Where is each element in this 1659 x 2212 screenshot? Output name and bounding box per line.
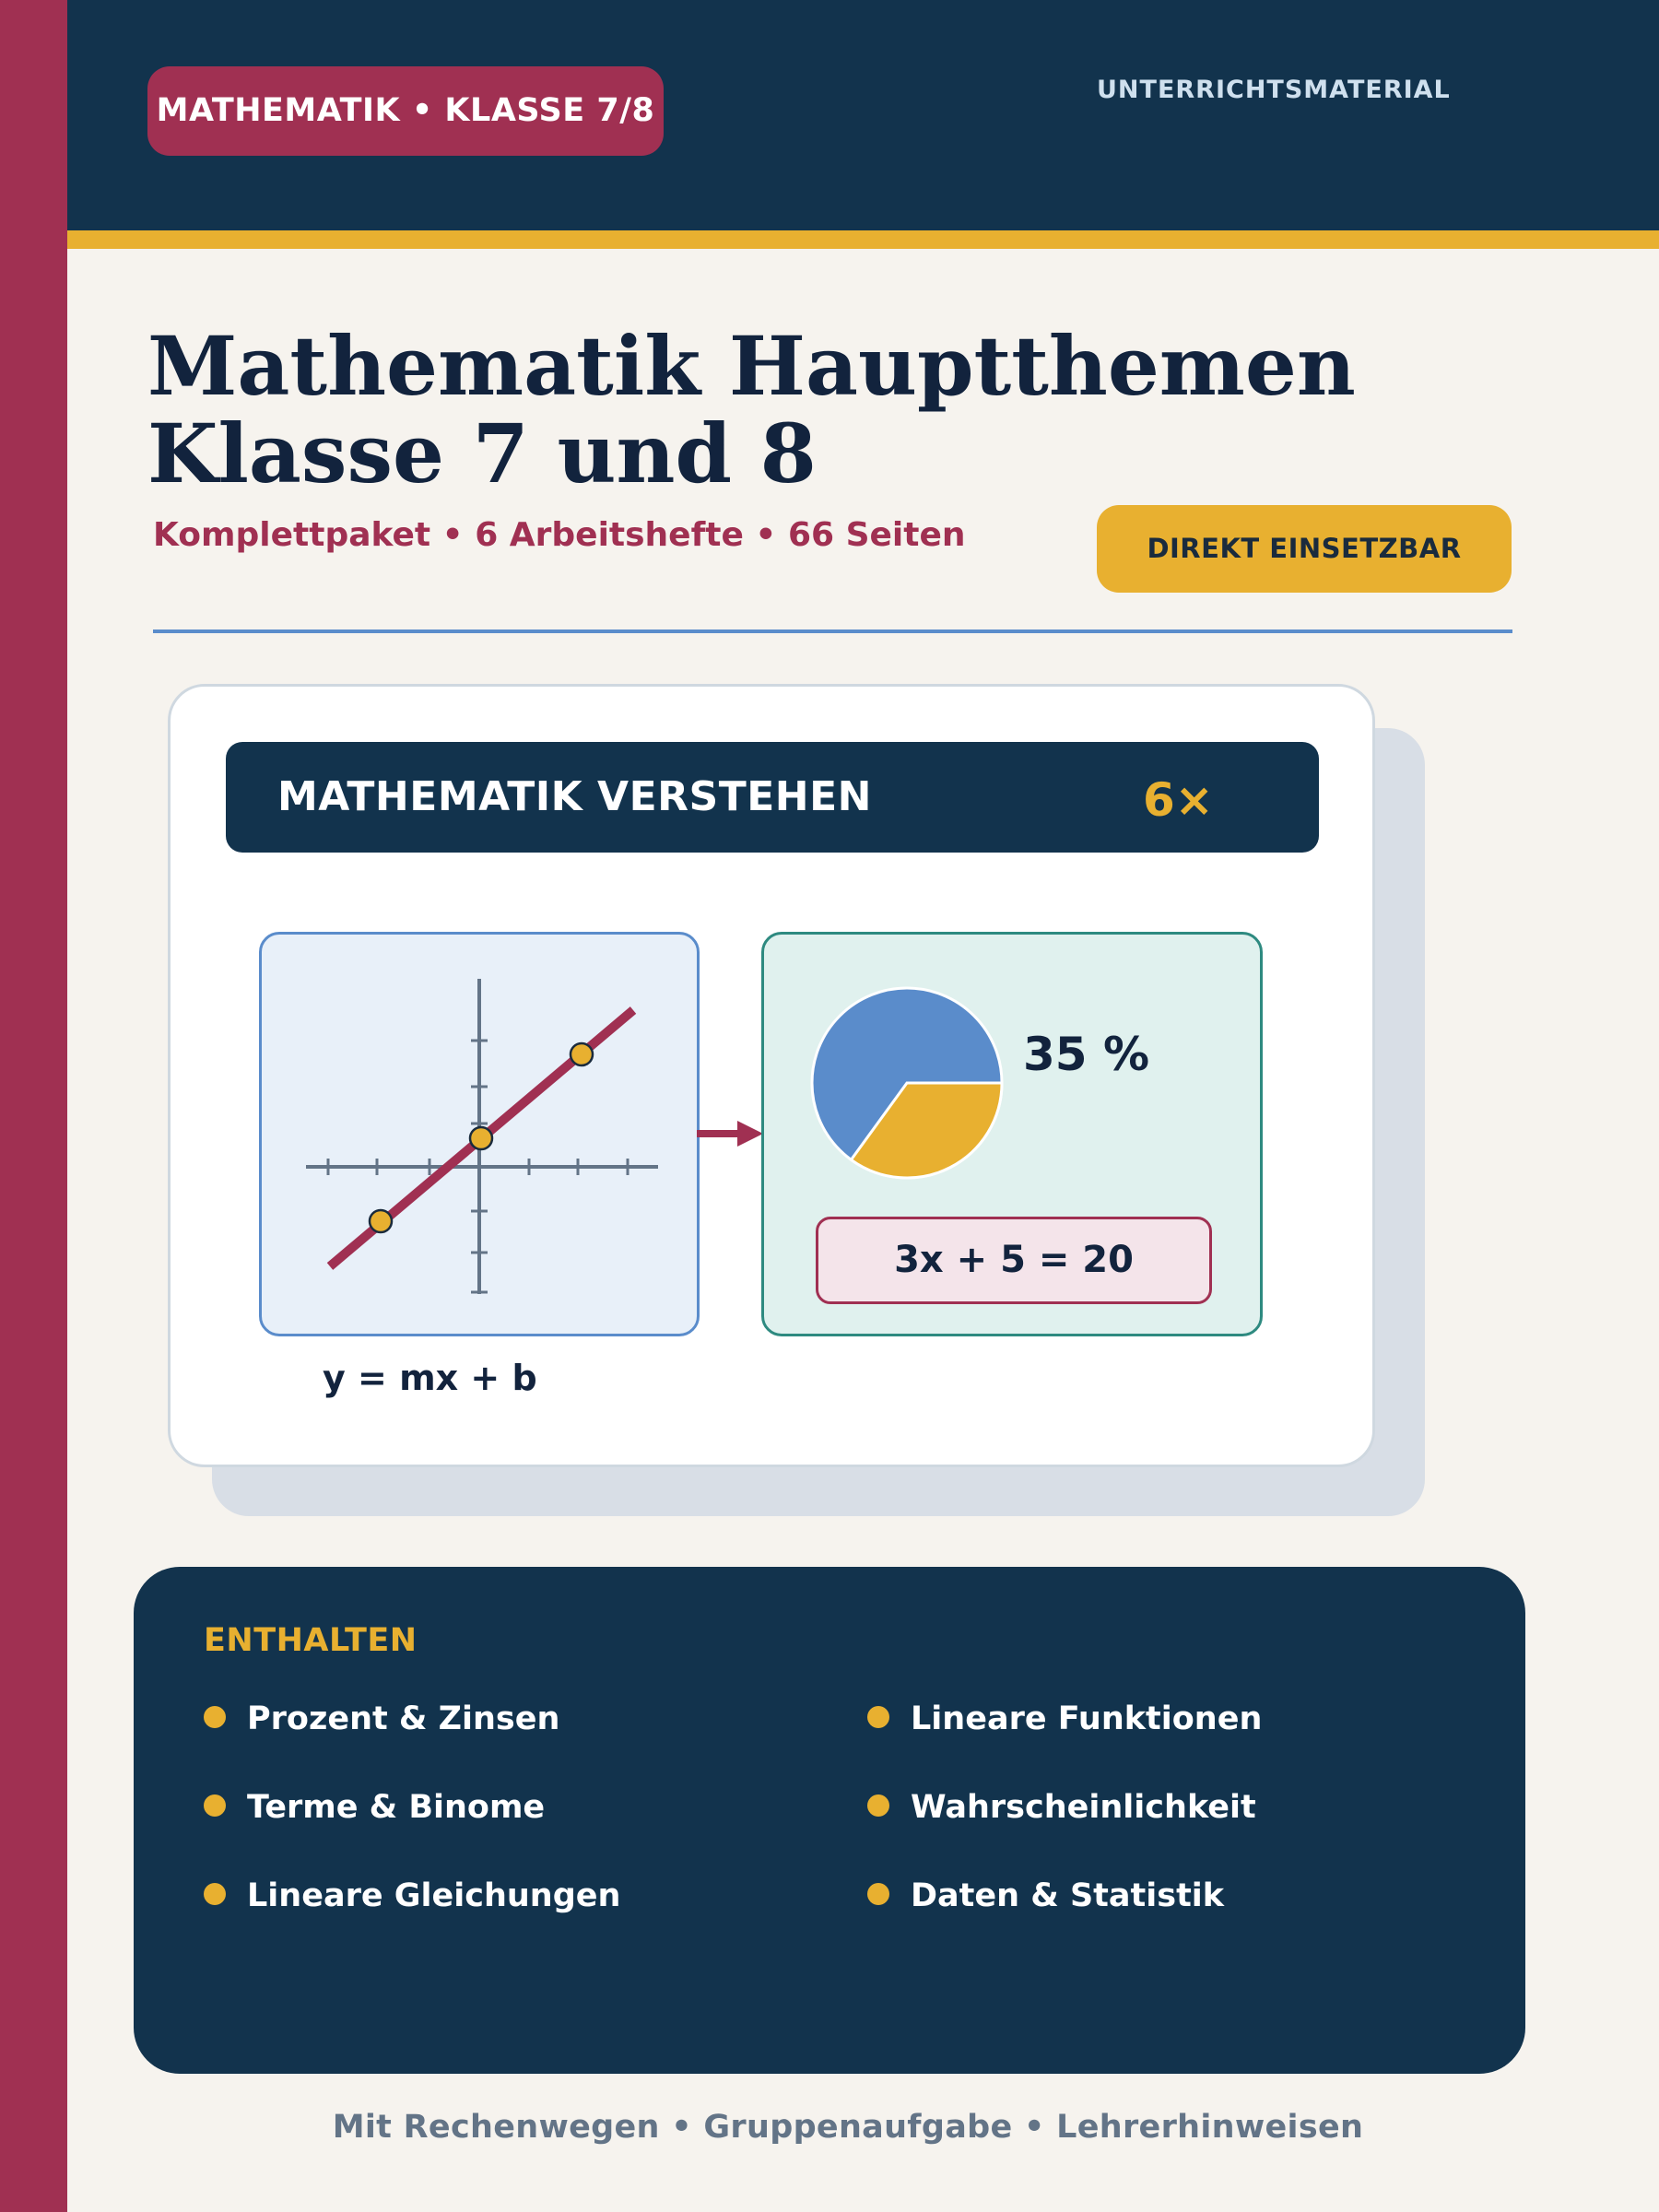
card-header [226,742,1319,853]
bullet-dot-icon [204,1706,226,1728]
list-item [867,1699,1262,1739]
accent-strip [67,230,1659,249]
list-item [204,1787,545,1828]
cover-spine [0,0,67,2212]
linear-function-graph-icon [262,935,697,1334]
ready-badge: DIREKT EINSETZBAR [1097,505,1512,593]
page-title [147,318,1356,501]
arrow-right-icon [697,1117,765,1150]
list-item [867,1876,1224,1916]
title-line-1: Mathematik Hauptthemen [147,318,1356,414]
list-item-label: Terme & Binome [247,1789,546,1826]
material-label: UNTERRICHTSMATERIAL [1097,76,1451,104]
card-header-count: 6× [1143,773,1214,827]
bullet-dot-icon [204,1794,226,1817]
formula-caption: y = mx + b [323,1358,537,1398]
list-item-label: Prozent & Zinsen [247,1700,560,1737]
bullet-dot-icon [204,1883,226,1905]
contents-panel [134,1567,1525,2074]
contents-heading: ENTHALTEN [204,1622,418,1659]
list-item [867,1787,1256,1828]
footer-note: Mit Rechenwegen • Gruppenaufgabe • Lehrerhinweisen [332,2109,1364,2146]
pie-percent-label: 35 % [1023,1028,1150,1081]
graph-panel [259,932,700,1336]
list-item [204,1699,559,1739]
bullet-dot-icon [867,1794,889,1817]
list-item-label: Lineare Funktionen [911,1700,1263,1737]
list-item [204,1876,620,1916]
divider [153,629,1512,633]
pie-chart-icon [801,977,1013,1189]
card-header-title: MATHEMATIK VERSTEHEN [277,773,872,820]
bullet-dot-icon [867,1706,889,1728]
title-line-2: Klasse 7 und 8 [147,406,817,501]
equation-box: 3x + 5 = 20 [816,1217,1212,1304]
list-item-label: Lineare Gleichungen [247,1877,621,1914]
list-item-label: Wahrscheinlichkeit [911,1789,1256,1826]
bullet-dot-icon [867,1883,889,1905]
subtitle: Komplettpaket • 6 Arbeitshefte • 66 Seiten [153,516,966,554]
subject-badge: MATHEMATIK • KLASSE 7/8 [147,66,664,156]
list-item-label: Daten & Statistik [911,1877,1225,1914]
